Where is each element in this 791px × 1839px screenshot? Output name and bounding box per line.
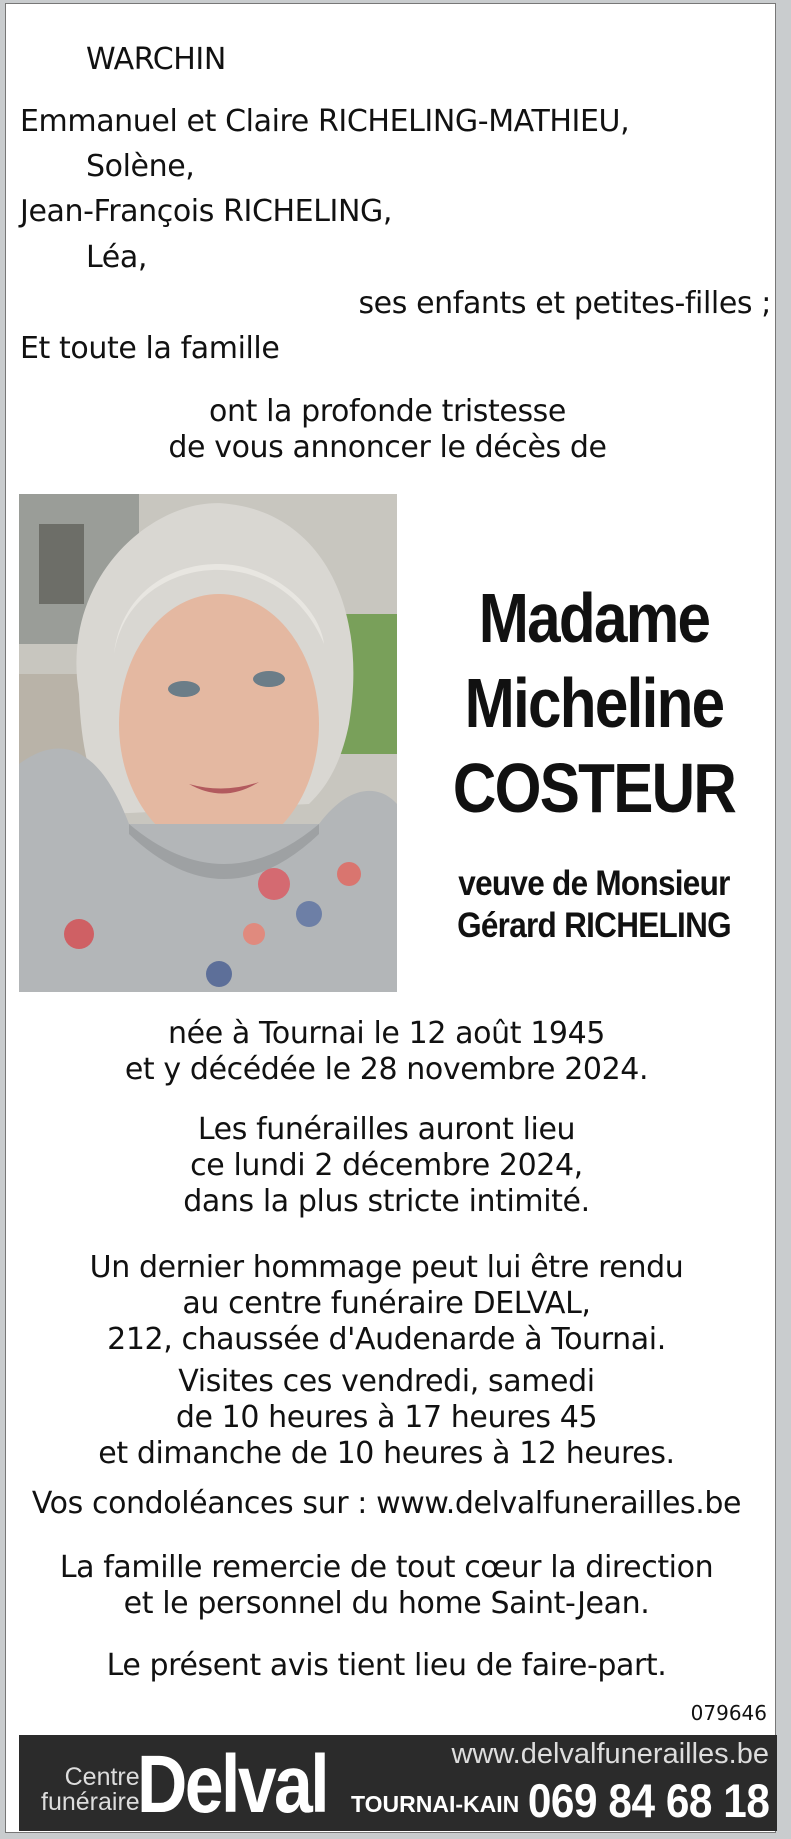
homage-line-1: Un dernier hommage peut lui être rendu	[89, 1250, 684, 1285]
death-line: et y décédée le 28 novembre 2024.	[124, 1052, 649, 1087]
thanks-line-2: et le personnel du home Saint-Jean.	[123, 1586, 650, 1621]
reference-number: 079646	[690, 1701, 767, 1725]
family-line-2: Solène,	[86, 149, 195, 184]
thanks-line-1: La famille remercie de tout cœur la direction	[59, 1550, 714, 1585]
funeral-line-3: dans la plus stricte intimité.	[183, 1184, 590, 1219]
death-notice	[5, 3, 776, 1833]
centre-label: Centre	[64, 1763, 140, 1791]
funeral-line-1: Les funérailles auront lieu	[197, 1112, 576, 1147]
city-text: TOURNAI-KAIN	[351, 1791, 520, 1817]
phone-number: 069 84 68 18	[527, 1774, 769, 1827]
family-line-3: Jean-François RICHELING,	[20, 194, 393, 229]
deceased-first-name: Micheline	[464, 664, 724, 742]
visits-line-3: et dimanche de 10 heures à 12 heures.	[98, 1436, 675, 1471]
funeraire-label: funéraire	[41, 1788, 140, 1816]
portrait-illustration	[19, 494, 397, 992]
widow-line-2: Gérard RICHELING	[457, 906, 731, 945]
condolences-line: Vos condoléances sur : www.delvalfunerailles.be	[31, 1486, 742, 1521]
family-line-1: Emmanuel et Claire RICHELING-MATHIEU,	[20, 104, 630, 139]
funeral-home-banner	[19, 1735, 777, 1831]
extended-family: Et toute la famille	[20, 331, 280, 366]
homage-line-2: au centre funéraire DELVAL,	[182, 1286, 591, 1321]
deceased-title: Madame	[478, 579, 710, 657]
deceased-last-name: COSTEUR	[452, 749, 736, 827]
visits-line-1: Visites ces vendredi, samedi	[178, 1364, 595, 1399]
website-text: www.delvalfunerailles.be	[451, 1738, 769, 1770]
birth-line: née à Tournai le 12 août 1945	[168, 1016, 605, 1051]
visits-line-2: de 10 heures à 17 heures 45	[175, 1400, 598, 1435]
announce-line-2: de vous annoncer le décès de	[168, 430, 607, 465]
brand-logo: Delval	[137, 1739, 328, 1830]
homage-line-3: 212, chaussée d'Audenarde à Tournai.	[107, 1322, 666, 1357]
notice-line: Le présent avis tient lieu de faire-part.	[106, 1648, 667, 1683]
place-name: WARCHIN	[86, 42, 226, 77]
widow-line-1: veuve de Monsieur	[458, 864, 730, 903]
funeral-line-2: ce lundi 2 décembre 2024,	[190, 1148, 583, 1183]
announce-line-1: ont la profonde tristesse	[209, 394, 566, 429]
relation-text: ses enfants et petites-filles ;	[358, 286, 771, 321]
family-line-4: Léa,	[86, 240, 147, 275]
portrait-photo	[19, 494, 397, 992]
centre-funeraire-label	[41, 1765, 140, 1815]
